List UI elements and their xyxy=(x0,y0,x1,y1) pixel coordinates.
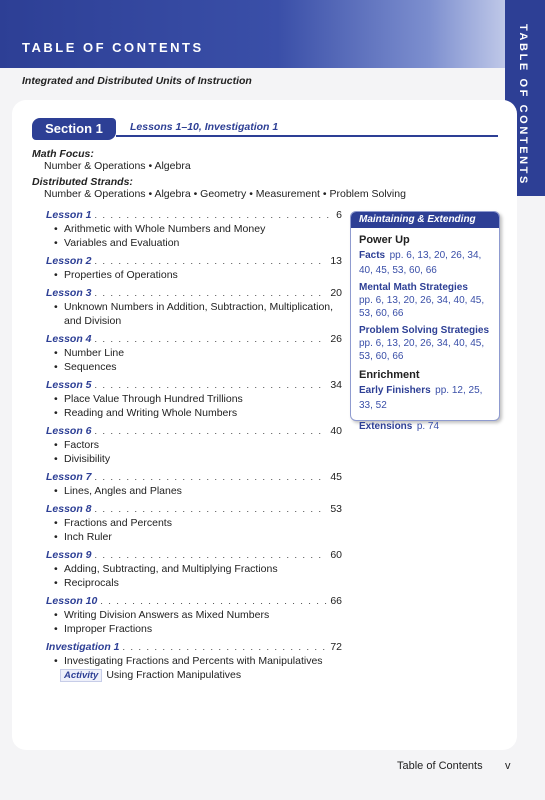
lesson-list xyxy=(46,208,342,687)
lesson-page: 20 xyxy=(330,287,342,299)
lesson-page: 34 xyxy=(330,379,342,391)
leader-dots xyxy=(95,378,328,392)
lesson-title[interactable]: Lesson 7 xyxy=(46,471,92,483)
leader-dots xyxy=(95,548,328,562)
lesson-page: 6 xyxy=(336,209,342,221)
lesson-topic: • Writing Division Answers as Mixed Numbers xyxy=(54,609,270,621)
leader-dots xyxy=(95,286,328,300)
enrichment-heading: Enrichment xyxy=(359,369,420,381)
lesson-title[interactable]: Lesson 9 xyxy=(46,549,92,561)
lesson-topic: • Reading and Writing Whole Numbers xyxy=(54,407,238,419)
leader-dots xyxy=(100,594,327,608)
lesson-entry xyxy=(46,208,342,250)
footer xyxy=(0,752,545,800)
lesson-page: 53 xyxy=(330,503,342,515)
section-rule xyxy=(116,135,498,137)
lesson-entry xyxy=(46,470,342,498)
lesson-title[interactable]: Lesson 1 xyxy=(46,209,92,221)
footer-page-number: v xyxy=(505,760,511,772)
lesson-topic: • Number Line xyxy=(54,347,125,359)
mental-math-label[interactable]: Mental Math Strategies xyxy=(359,282,468,293)
lesson-topic: • Fractions and Percents xyxy=(54,517,172,529)
problem-solving-label[interactable]: Problem Solving Strategies xyxy=(359,325,490,336)
leader-dots xyxy=(95,208,334,222)
facts-label[interactable]: Facts xyxy=(359,250,386,261)
math-focus xyxy=(32,148,191,172)
lesson-title[interactable]: Lesson 3 xyxy=(46,287,92,299)
lesson-title[interactable]: Lesson 5 xyxy=(46,379,92,391)
lesson-topic: • Place Value Through Hundred Trillions xyxy=(54,393,243,405)
lesson-entry xyxy=(46,424,342,466)
header-title: TABLE OF CONTENTS xyxy=(22,40,204,55)
lesson-page: 60 xyxy=(330,549,342,561)
activity-text: Using Fraction Manipulatives xyxy=(106,669,242,681)
lesson-title[interactable]: Lesson 6 xyxy=(46,425,92,437)
activity-badge: Activity xyxy=(60,669,102,682)
lesson-topic: • Unknown Numbers in Addition, Subtraction, Multiplication, and Division xyxy=(54,301,334,327)
leader-dots xyxy=(95,332,328,346)
footer-label: Table of Contents xyxy=(397,760,483,772)
strands-heading: Distributed Strands: xyxy=(32,176,133,188)
extensions-pages: p. 74 xyxy=(416,421,440,432)
section-title: Lessons 1–10, Investigation 1 xyxy=(130,121,279,133)
lesson-topic: • Divisibility xyxy=(54,453,111,465)
math-focus-heading: Math Focus: xyxy=(32,148,94,160)
lesson-page: 13 xyxy=(330,255,342,267)
lesson-topic: • Factors xyxy=(54,439,100,451)
early-finishers-label[interactable]: Early Finishers xyxy=(359,385,431,396)
section-heading xyxy=(32,118,498,140)
lesson-topic: • Reciprocals xyxy=(54,577,119,589)
math-focus-value: Number & Operations • Algebra xyxy=(44,160,191,172)
lesson-page: 66 xyxy=(330,595,342,607)
section-badge: Section 1 xyxy=(32,118,116,140)
early-finishers-pages: pp. 12, 25, 33, 52 xyxy=(359,385,483,411)
mental-math-pages: pp. 6, 13, 20, 26, 34, 40, 45, 53, 60, 66 xyxy=(359,295,485,319)
lesson-topic: • Arithmetic with Whole Numbers and Money xyxy=(54,223,266,235)
lesson-title[interactable]: Lesson 8 xyxy=(46,503,92,515)
header-banner xyxy=(0,0,505,68)
lesson-topic: • Adding, Subtracting, and Multiplying Fractions xyxy=(54,563,278,575)
distributed-strands xyxy=(32,176,406,200)
leader-dots xyxy=(95,254,328,268)
leader-dots xyxy=(95,424,328,438)
lesson-entry xyxy=(46,502,342,544)
facts-pages: pp. 6, 13, 20, 26, 34, 40, 45, 53, 60, 66 xyxy=(359,250,482,276)
lesson-entry xyxy=(46,594,342,636)
lesson-page: 45 xyxy=(330,471,342,483)
investigation-entry xyxy=(46,640,342,683)
investigation-topic: • Investigating Fractions and Percents with Manipulatives xyxy=(54,655,323,667)
strands-value: Number & Operations • Algebra • Geometry • Measurement • Problem Solving xyxy=(44,188,406,200)
lesson-title[interactable]: Lesson 10 xyxy=(46,595,98,607)
investigation-title[interactable]: Investigation 1 xyxy=(46,641,120,653)
box-header: Maintaining & Extending xyxy=(351,212,499,228)
side-tab-label: TABLE OF CONTENTS xyxy=(517,24,529,186)
activity-line xyxy=(46,668,342,683)
power-up-heading: Power Up xyxy=(359,234,410,246)
page-subtitle: Integrated and Distributed Units of Instruction xyxy=(22,75,252,87)
lesson-entry xyxy=(46,332,342,374)
lesson-entry xyxy=(46,286,342,328)
lesson-topic: • Variables and Evaluation xyxy=(54,237,180,249)
lesson-entry xyxy=(46,254,342,282)
leader-dots xyxy=(95,470,328,484)
extensions-label[interactable]: Extensions xyxy=(359,421,413,432)
lesson-topic: • Lines, Angles and Planes xyxy=(54,485,182,497)
lesson-topic: • Properties of Operations xyxy=(54,269,178,281)
lesson-page: 40 xyxy=(330,425,342,437)
lesson-topic: • Sequences xyxy=(54,361,117,373)
lesson-page: 26 xyxy=(330,333,342,345)
lesson-entry xyxy=(46,548,342,590)
lesson-entry xyxy=(46,378,342,420)
investigation-page: 72 xyxy=(330,641,342,653)
lesson-title[interactable]: Lesson 2 xyxy=(46,255,92,267)
lesson-topic: • Inch Ruler xyxy=(54,531,112,543)
leader-dots xyxy=(95,502,328,516)
lesson-topic: • Improper Fractions xyxy=(54,623,153,635)
lesson-title[interactable]: Lesson 4 xyxy=(46,333,92,345)
problem-solving-pages: pp. 6, 13, 20, 26, 34, 40, 45, 53, 60, 66 xyxy=(359,338,485,362)
maintaining-extending-box xyxy=(350,211,500,432)
leader-dots xyxy=(123,640,328,654)
